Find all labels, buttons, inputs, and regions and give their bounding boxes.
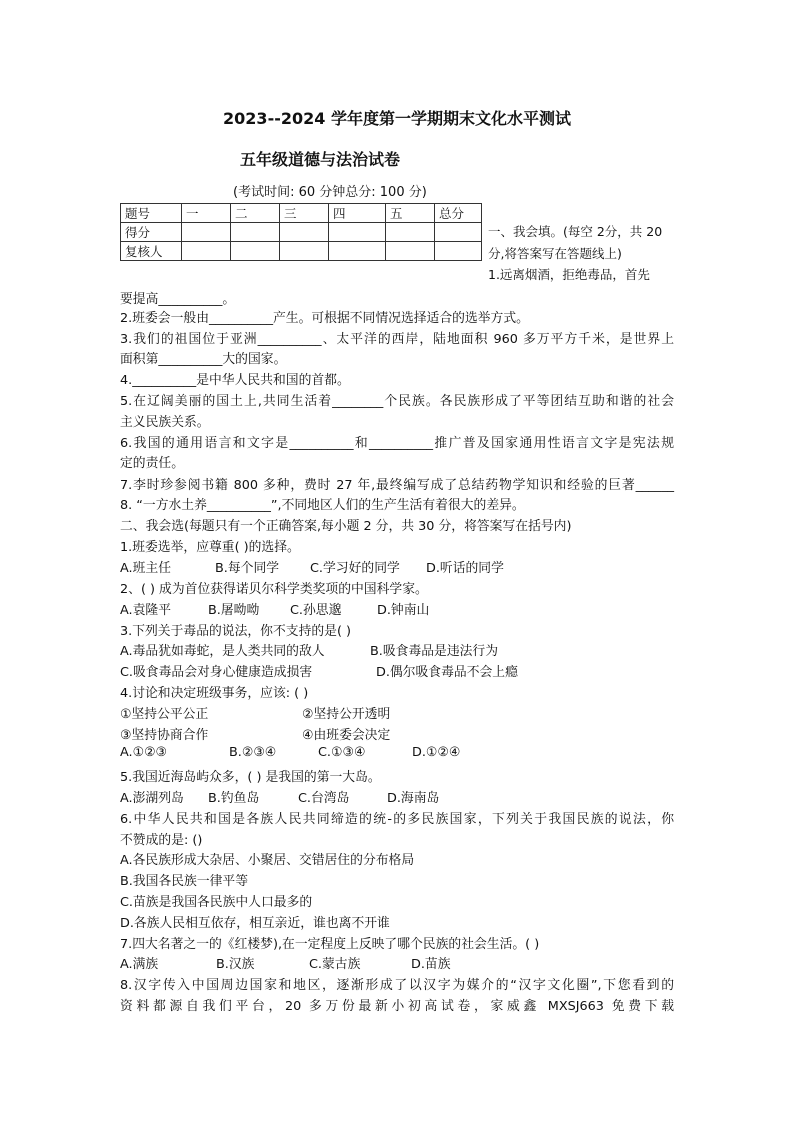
statement-item: ④由班委会决定 <box>302 728 391 743</box>
s1-question-1: 1.远离烟酒，拒绝毒品，首先 <box>488 267 650 282</box>
s2-question-2: 2、( ) 成为首位获得诺贝尔科学类奖项的中国科学家。 <box>120 582 428 597</box>
statement-item: ②坚持公开透明 <box>302 707 391 722</box>
option-c: C.①③④ <box>318 745 366 760</box>
option-b: B.汉族 <box>216 957 255 972</box>
table-header-cell: 三 <box>280 204 329 223</box>
table-header-cell: 题号 <box>121 204 182 223</box>
score-cell[interactable] <box>329 223 386 242</box>
option-c: C.学习好的同学 <box>310 561 400 576</box>
s1-question-5-cont: 主义民族关系。 <box>120 415 210 430</box>
s2-question-8: 8.汉字传入中国周边国家和地区，逐渐形成了以汉字为媒介的“汉字文化圈”,下您看到的 <box>120 978 674 993</box>
option-b: B.钓鱼岛 <box>208 791 260 806</box>
score-cell[interactable] <box>435 223 482 242</box>
table-header-cell: 总分 <box>435 204 482 223</box>
option-d: D.海南岛 <box>387 791 440 806</box>
table-row <box>121 223 482 242</box>
score-cell[interactable] <box>329 242 386 261</box>
s1-question-8: 8. “一方水土养__________”,不同地区人们的生产生活有着很大的差异。 <box>120 498 525 513</box>
section1-intro: 一、我会填。(每空 2分，共 20 <box>488 224 663 239</box>
statement-item: ③坚持协商合作 <box>120 728 209 743</box>
option-d: D.偶尔吸食毒品不会上瘾 <box>376 665 518 680</box>
option-d: D.①②④ <box>412 745 461 760</box>
score-table <box>120 203 482 261</box>
table-row-label: 得分 <box>121 223 182 242</box>
option-b: B.②③④ <box>229 745 277 760</box>
option-a: A.袁隆平 <box>120 603 171 618</box>
table-header-cell: 二 <box>231 204 280 223</box>
option-d: D.苗族 <box>411 957 451 972</box>
s1-question-7: 7.李时珍参阅书籍 800 多种，费时 27 年,最终编写成了总结药物学知识和经验的巨著______ <box>120 478 674 493</box>
s1-question-6: 6.我国的通用语言和文字是__________和__________推广普及国家通用性语言文字是宪法规 <box>120 436 674 451</box>
option-b: B.屠呦呦 <box>208 603 260 618</box>
table-header-cell: 四 <box>329 204 386 223</box>
option-c: C.吸食毒品会对身心健康造成损害 <box>120 665 313 680</box>
option-a: A.满族 <box>120 957 159 972</box>
section2-intro: 二、我会选(每题只有一个正确答案,每小题 2 分，共 30 分，将答案写在括号内) <box>120 519 572 534</box>
s1-question-6-cont: 定的责任。 <box>120 456 184 471</box>
table-row <box>121 242 482 261</box>
s1-question-1-cont: 要提高__________。 <box>120 292 236 307</box>
option-b: B.吸食毒品是违法行为 <box>370 644 499 659</box>
s1-question-5: 5.在辽阔美丽的国土上,共同生活着________个民族。各民族形成了平等团结互助和谐的社会 <box>120 394 674 409</box>
option-c: C.蒙古族 <box>309 957 361 972</box>
s2-question-6-cont: 不赞成的是: () <box>120 833 203 848</box>
s1-question-4: 4.__________是中华人民共和国的首都。 <box>120 373 350 388</box>
s2-question-6: 6.中华人民共和国是各族人民共同缔造的统-的多民族国家，下列关于我国民族的说法，你 <box>120 812 674 827</box>
option-a: A.①②③ <box>120 745 168 760</box>
score-cell[interactable] <box>386 223 435 242</box>
s2-question-4: 4.讨论和决定班级事务，应该: ( ) <box>120 686 309 701</box>
statement-item: ①坚持公平公正 <box>120 707 209 722</box>
score-cell[interactable] <box>182 242 231 261</box>
score-table-header-row <box>121 204 482 223</box>
option-b: B.每个同学 <box>215 561 280 576</box>
s2-question-7: 7.四大名著之一的《红楼梦),在一定程度上反映了哪个民族的社会生活。( ) <box>120 937 540 952</box>
exam-subtitle: 五年级道德与法治试卷 <box>240 150 401 169</box>
score-cell[interactable] <box>182 223 231 242</box>
s1-question-3: 3.我们的祖国位于亚洲__________、太平洋的西岸，陆地面积 960 多万平方千米，是世界上 <box>120 332 674 347</box>
exam-info: (考试时间: 60 分钟总分: 100 分) <box>233 185 427 200</box>
score-cell[interactable] <box>280 242 329 261</box>
option-a: A.各民族形成大杂居、小聚居、交错居住的分布格局 <box>120 853 415 868</box>
option-d: D.听话的同学 <box>426 561 504 576</box>
s2-question-5: 5.我国近海岛屿众多，( ) 是我国的第一大岛。 <box>120 770 381 785</box>
score-cell[interactable] <box>231 223 280 242</box>
s1-question-3-cont: 面积第__________大的国家。 <box>120 352 287 367</box>
option-a: A.澎湖列岛 <box>120 791 184 806</box>
table-header-cell: 一 <box>182 204 231 223</box>
score-cell[interactable] <box>435 242 482 261</box>
option-d: D.各族人民相互依存，相互亲近，谁也离不开谁 <box>120 916 390 931</box>
table-header-cell: 五 <box>386 204 435 223</box>
s1-question-2: 2.班委会一般由__________产生。可根据不同情况选择适合的选举方式。 <box>120 311 529 326</box>
s2-question-8-cont: 资料都源自我们平台，20 多万份最新小初高试卷，家威鑫 MXSJ663 免费下载 <box>120 999 674 1014</box>
option-c: C.台湾岛 <box>298 791 350 806</box>
s2-question-1: 1.班委选举，应尊重( )的选择。 <box>120 540 300 555</box>
score-cell[interactable] <box>280 223 329 242</box>
score-cell[interactable] <box>386 242 435 261</box>
exam-title: 2023--2024 学年度第一学期期末文化水平测试 <box>223 109 571 128</box>
section1-intro-cont: 分,将答案写在答题线上) <box>488 246 622 261</box>
option-d: D.钟南山 <box>377 603 430 618</box>
option-c: C.苗族是我国各民族中人口最多的 <box>120 895 313 910</box>
option-c: C.孙思邈 <box>290 603 342 618</box>
score-cell[interactable] <box>231 242 280 261</box>
option-b: B.我国各民族一律平等 <box>120 874 249 889</box>
option-a: A.班主任 <box>120 561 171 576</box>
table-row-label: 复核人 <box>121 242 182 261</box>
option-a: A.毒品犹如毒蛇，是人类共同的敌人 <box>120 644 325 659</box>
s2-question-3: 3.下列关于毒品的说法，你不支持的是( ) <box>120 624 352 639</box>
